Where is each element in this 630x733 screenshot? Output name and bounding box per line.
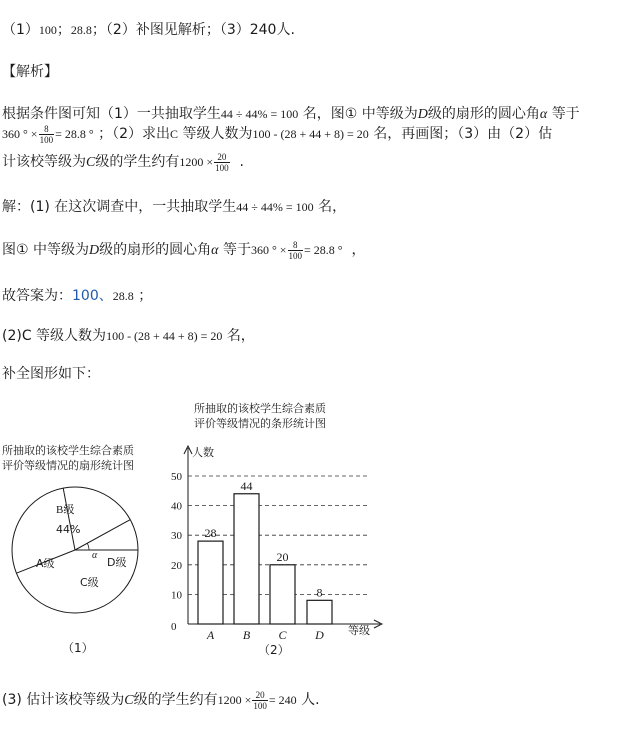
pie-slice-boundary-2 (75, 520, 130, 550)
solution-line-1 (2, 197, 346, 217)
fraction-numerator: 8 (288, 240, 304, 251)
math-expr: 44 ÷ 44% = 100 (220, 107, 299, 121)
pie-label-c: C级 (80, 576, 99, 589)
pie-chart (0, 440, 160, 680)
x-tick-label: D (315, 628, 324, 642)
answer-part1-label: （1） (2, 22, 39, 38)
text: . (239, 154, 244, 170)
text: ；（2）求出 (98, 126, 171, 142)
y-tick-label: 40 (171, 500, 182, 513)
math-expr: 1200 × (217, 693, 252, 707)
bar-origin: 0 (171, 621, 177, 633)
math-expr: 360 ° × (2, 127, 38, 141)
fraction-numerator: 20 (214, 152, 230, 163)
answer-sep: ； (56, 22, 71, 38)
text: 计该校等级为 (2, 154, 86, 170)
solution-line-3 (2, 286, 152, 306)
bar-C (270, 565, 295, 624)
y-tick-label: 10 (171, 589, 182, 602)
text: 级的扇形的圆心角 (99, 242, 212, 258)
pie-title-line-2: 评价等级情况的扇形统计图 (2, 459, 134, 472)
math-expr: 100 - (28 + 44 + 8) = 20 (106, 329, 223, 343)
bar-xlabel: 等级 (348, 624, 370, 637)
pie-label-d: D级 (107, 556, 127, 569)
math-var: C (170, 127, 179, 141)
fraction-numerator: 20 (252, 690, 268, 701)
text: (3) 估计该校等级为 (2, 692, 125, 708)
text: 级的扇形的圆心角 (427, 106, 540, 122)
text: 根据条件图可知（1）一共抽取学生 (2, 106, 221, 122)
bar-ylabel: 人数 (192, 446, 214, 459)
x-tick-label: C (278, 628, 287, 642)
math-expr: 360 ° × (250, 243, 287, 257)
solution-line-5: 补全图形如下： (2, 366, 100, 382)
bar-value-label: 28 (204, 526, 217, 541)
math-var: α (211, 243, 219, 258)
analysis-line-2 (2, 122, 552, 146)
pie-label-alpha: α (92, 550, 98, 561)
text: 等级人数为 (182, 126, 253, 142)
fraction (214, 152, 230, 173)
bar-title-line-1: 所抽取的该校学生综合素质 (194, 402, 326, 415)
analysis-line-3 (2, 150, 244, 175)
text: ； (138, 288, 153, 304)
text: 名， (318, 199, 347, 215)
pie-slice-boundary-3 (63, 488, 75, 550)
answer-value-2: 28.8 (70, 23, 92, 37)
math-expr: 1200 × (179, 155, 214, 169)
text: 图① 中等级为 (2, 242, 90, 258)
bar-value-label: 8 (316, 585, 323, 600)
fraction-denominator: 100 (253, 700, 267, 711)
math-var: α (539, 107, 548, 122)
fraction-denominator: 100 (288, 250, 303, 261)
bar-value-label: 20 (276, 549, 289, 564)
section-title: 【解析】 (2, 64, 58, 80)
x-tick-label: B (242, 628, 251, 642)
text: ， (351, 242, 366, 258)
math-expr: = 28.8 ° (55, 127, 94, 141)
pie-caption: （1） (62, 641, 94, 655)
fraction-denominator: 100 (39, 134, 54, 145)
pie-label-b: B级 (56, 504, 75, 516)
math-expr: = 28.8 ° (304, 243, 343, 257)
math-var: C (86, 155, 96, 170)
math-expr: 44 ÷ 44% = 100 (236, 200, 314, 214)
math-expr: = 240 (268, 693, 297, 707)
fraction (288, 240, 304, 261)
text: 名， (226, 328, 255, 344)
bar-caption: （2） (258, 643, 290, 657)
solution-line-4 (2, 326, 255, 346)
x-tick-label: A (206, 628, 215, 642)
bar-A (198, 541, 223, 624)
answer-value-1: 100 (72, 288, 99, 304)
pie-slices (12, 487, 138, 613)
text: 等于 (222, 242, 251, 258)
text: 名，图① 中等级为 (302, 106, 418, 122)
text: 等于 (551, 106, 580, 122)
bar-value-label: 44 (240, 478, 253, 493)
answer-line (2, 20, 295, 40)
answer-value-1: 100 (38, 23, 57, 37)
bar-chart (158, 398, 408, 663)
pie-angle-arc (87, 543, 89, 550)
bar-title-line-2: 评价等级情况的条形统计图 (194, 417, 326, 430)
text: 人. (301, 692, 320, 708)
text: 名，再画图；（3）由（2）估 (373, 126, 553, 142)
math-var: D (89, 243, 100, 258)
y-tick-label: 50 (171, 471, 182, 483)
pie-title-line-1: 所抽取的该校学生综合素质 (2, 444, 134, 457)
fraction-numerator: 8 (39, 124, 55, 135)
solution-line-2 (2, 238, 366, 263)
pie-label-b-pct: 44% (56, 523, 81, 536)
bar-B (234, 494, 259, 624)
y-tick-label: 20 (171, 559, 182, 572)
answer-value-2: 28.8 (112, 289, 134, 303)
text: 级的学生约有 (133, 692, 218, 708)
bar-D (307, 600, 332, 624)
pie-label-a: A级 (36, 557, 55, 570)
text: 解：(1) 在这次调查中，一共抽取学生 (2, 199, 237, 215)
fraction-denominator: 100 (215, 162, 229, 173)
fraction (39, 124, 55, 145)
answer-rest: ；（2）补图见解析；（3）240人. (91, 22, 295, 38)
text: 、 (98, 288, 113, 304)
math-var: C (124, 693, 134, 708)
math-expr: 100 - (28 + 44 + 8) = 20 (252, 127, 369, 141)
y-tick-label: 30 (171, 530, 182, 543)
text: 故答案为： (2, 288, 72, 304)
text: (2)C 等级人数为 (2, 328, 107, 344)
bar-plot (171, 446, 382, 642)
fraction (252, 690, 268, 711)
text: 级的学生约有 (95, 154, 180, 170)
math-var: D (417, 107, 428, 122)
solution-line-6 (2, 688, 320, 713)
